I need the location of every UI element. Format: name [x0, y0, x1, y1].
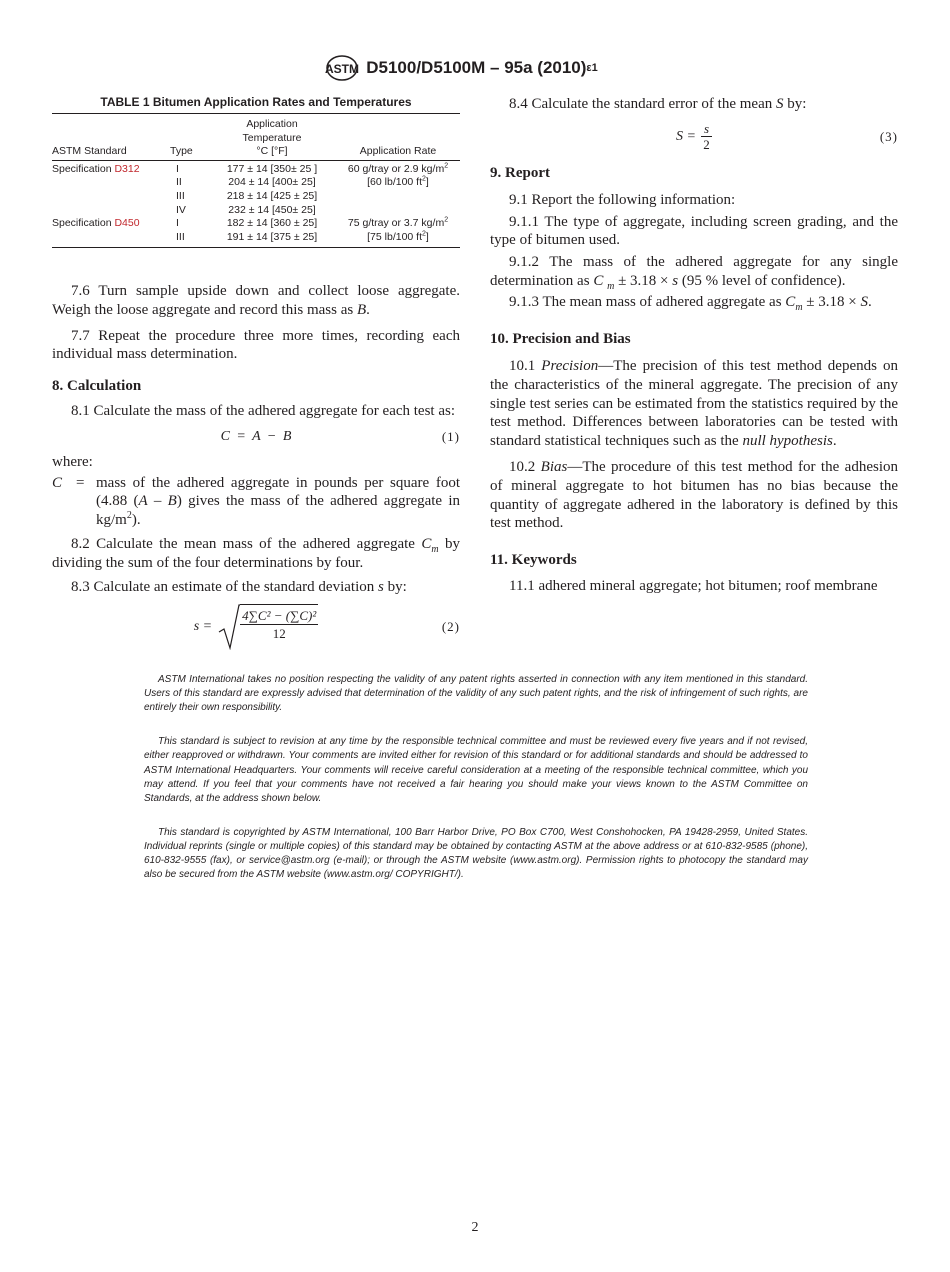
para-11-1: 11.1 adhered mineral aggregate; hot bitumen; roof membrane — [509, 578, 878, 595]
definition-text — [96, 474, 460, 530]
text: ) gives the mass of the adhered aggregate in kg/m — [96, 493, 461, 528]
table-row — [52, 190, 460, 204]
cell-rate — [336, 160, 460, 176]
superscript: 2 — [126, 509, 132, 521]
rate-text: ] — [425, 230, 429, 243]
superscript: 2 — [422, 230, 426, 238]
symbol: S — [775, 96, 784, 112]
revision-notice: This standard is subject to revision at any time by the responsible technical committee and must be reviewed every five years and if not revised, either reapproved or withdrawn. Your comments are invited either for revision of this standard or for additional standards and should be addressed to ASTM International Headquarters. Your comments will receive careful consideration at a meeting of the responsible technical committee, which you may attend. If you feel that your comments have not received a fair hearing you should make your views known to the ASTM Committee on Standards, at the address shown below. — [144, 736, 808, 804]
equation-2-number: (2) — [441, 619, 460, 635]
cell-rate — [336, 217, 460, 231]
text: by: — [383, 579, 407, 596]
cell-type: I — [176, 162, 179, 175]
symbol: B — [356, 301, 367, 318]
standard-reference-link[interactable]: D450 — [114, 217, 140, 230]
rate-text: [60 lb/100 ft — [367, 176, 423, 189]
cell-standard — [52, 190, 170, 204]
cell-standard — [52, 204, 170, 218]
cell-temperature: 218 ± 14 [425 ± 25] — [226, 189, 318, 202]
cell-temperature: 232 ± 14 [450± 25] — [228, 203, 316, 216]
denominator: 2 — [703, 137, 710, 153]
para-8-3 — [52, 578, 460, 597]
equation-3-number: (3) — [879, 128, 898, 144]
patent-notice: ASTM International takes no position respecting the validity of any patent rights asserted in connection with any item mentioned in this standard. Users of this standard are expressly advised that determination of the validity of any such patent rights, and the risk of infringement of such rights, are entirely their own responsibility. — [144, 674, 808, 714]
subscript: m — [795, 302, 803, 314]
rate-text: [75 lb/100 ft — [367, 230, 423, 243]
cell-standard — [52, 217, 170, 231]
cell-temperature: 191 ± 14 [375 ± 25] — [226, 230, 318, 243]
symbol: S — [860, 294, 868, 311]
rate-text: 75 g/tray or 3.7 kg/m — [347, 217, 445, 230]
denominator: 12 — [272, 626, 286, 642]
fraction — [240, 604, 318, 642]
symbol: s — [377, 579, 384, 596]
equation-2 — [52, 603, 460, 651]
equation-lhs: s = — [193, 619, 213, 635]
col-header-temperature — [208, 114, 336, 160]
text: 10.1 — [509, 358, 542, 375]
standard-label: Specification — [52, 162, 115, 175]
text: 9.1.2 The mass of the adhered aggregate for any single determination as — [490, 253, 898, 289]
para-8-1: 8.1 Calculate the mass of the adhered aggregate for each test as: — [71, 403, 456, 420]
text: ). — [131, 511, 141, 528]
page-header — [22, 54, 898, 82]
designation-superscript: ε1 — [586, 62, 598, 74]
cell-type: III — [176, 189, 185, 202]
superscript: 2 — [422, 175, 426, 183]
standard-label: Specification — [52, 217, 115, 230]
para-9-1-2 — [490, 253, 898, 290]
text: —The procedure of this test method for the adhesion of mineral aggregate to hot bitumen has no bias because the quantity of aggregate adhered in the laboratory is defined by this test method. — [490, 459, 898, 532]
section-heading-11: 11. Keywords — [490, 551, 577, 568]
table-row — [52, 160, 460, 176]
table-row — [52, 217, 460, 231]
table-title: TABLE 1 Bitumen Application Rates and Temperatures — [100, 95, 412, 109]
cell-temperature: 182 ± 14 [360 ± 25] — [226, 217, 318, 230]
para-9-1-1: 9.1.1 The type of aggregate, including screen grading, and the type of bitumen used. — [490, 213, 898, 249]
text: by: — [783, 96, 807, 112]
para-7-7: 7.7 Repeat the procedure three more times, recording each individual mass determination. — [52, 327, 460, 363]
italic-term: null hypothesis — [742, 432, 833, 449]
symbol: C — [785, 294, 796, 311]
para-10-1 — [490, 357, 898, 450]
col-header-rate: Application Rate — [359, 145, 437, 158]
section-heading-8: 8. Calculation — [52, 377, 142, 394]
symbol: B — [167, 493, 177, 510]
text: ± 3.18 × — [802, 294, 861, 311]
superscript: 2 — [444, 216, 449, 224]
text: 8.3 Calculate an estimate of the standard deviation — [71, 579, 378, 596]
page — [52, 54, 898, 882]
cell-standard — [52, 176, 170, 190]
para-10-2 — [490, 458, 898, 532]
cell-standard — [52, 160, 170, 176]
left-column — [52, 94, 460, 651]
table-row — [52, 204, 460, 218]
fraction — [701, 121, 712, 152]
text: 8.2 Calculate the mean mass of the adhered aggregate — [71, 536, 422, 553]
text: 8.4 Calculate the standard error of the mean — [509, 96, 776, 112]
two-column-body — [52, 94, 898, 651]
text: . — [366, 301, 370, 318]
italic-term: Precision — [541, 358, 599, 375]
text: . — [832, 432, 837, 449]
italic-term: Bias — [540, 459, 568, 476]
cell-standard — [52, 231, 170, 248]
standard-reference-link[interactable]: D312 — [114, 162, 140, 175]
text: 10.2 — [509, 459, 541, 476]
symbol: C — [593, 272, 604, 289]
page-number: 2 — [471, 1220, 479, 1235]
cell-rate — [336, 176, 460, 190]
superscript: 2 — [444, 162, 449, 170]
symbol: C — [52, 474, 63, 491]
svg-text:ASTM: ASTM — [325, 62, 360, 76]
temp-header-line: Temperature — [242, 131, 302, 144]
numerator: 4∑C² − (∑C)² — [242, 608, 317, 624]
text: —The precision of this test method depends on the characteristics of the mineral aggregate. The precision of any single test series can be estimated from the statistics required by the test method. Differences between laboratories can be tested with standard statistical techniques such as the — [490, 358, 898, 449]
equation-3 — [490, 120, 898, 154]
temp-header-line: °C [°F] — [256, 145, 288, 158]
cell-type: II — [176, 176, 182, 189]
col-header-standard: ASTM Standard — [52, 145, 127, 158]
numerator: s — [701, 121, 712, 137]
text: by dividing the sum of the four determinations by four. — [52, 536, 461, 571]
section-heading-10: 10. Precision and Bias — [490, 330, 631, 347]
footer-notices — [144, 673, 808, 882]
cell-temperature: 177 ± 14 [350± 25 ] — [226, 162, 318, 175]
subscript: m — [607, 280, 615, 292]
rate-text: ] — [425, 176, 429, 189]
para-7-6 — [52, 282, 460, 319]
square-root-icon — [218, 604, 240, 650]
definition-c — [52, 474, 460, 530]
astm-logo-icon — [322, 54, 362, 82]
cell-rate — [336, 190, 460, 204]
radical — [218, 604, 318, 650]
text: – — [147, 493, 168, 510]
equation-lhs: S = — [675, 128, 696, 144]
para-8-2 — [52, 535, 460, 572]
section-heading-9: 9. Report — [490, 164, 550, 181]
cell-type: I — [176, 217, 179, 230]
text: mass of the adhered aggregate in pounds per square foot (4.88 ( — [96, 474, 460, 510]
table-row — [52, 231, 460, 248]
symbol: s — [672, 272, 679, 289]
document-designation: D5100/D5100M – 95a (2010) — [366, 58, 587, 77]
text: (95 % level of confidence). — [678, 272, 846, 289]
subscript: m — [431, 544, 439, 556]
copyright-notice: This standard is copyrighted by ASTM International, 100 Barr Harbor Drive, PO Box C700, West Conshohocken, PA 19428-2959, United States. Individual reprints (single or multiple copies) of this standard may be obtained by contacting ASTM at the above address or at 610-832-9585 (phone), 610-832-9555 (fax), or service@astm.org (e-mail); or through the ASTM website (www.astm.org). Permission rights to photocopy the standard may also be secured from the ASTM website (www.astm.org/ COPYRIGHT/). — [144, 826, 808, 881]
equation-1-block — [52, 427, 460, 447]
text: . — [868, 294, 872, 311]
text: 9.1.3 The mean mass of adhered aggregate as — [509, 294, 786, 311]
rate-text: 60 g/tray or 2.9 kg/m — [347, 162, 445, 175]
table-row — [52, 176, 460, 190]
symbol: C — [421, 536, 432, 553]
right-column — [490, 94, 898, 596]
cell-type: III — [176, 230, 185, 243]
symbol: A — [138, 493, 148, 510]
para-9-1-3 — [490, 293, 898, 312]
text: ± 3.18 × — [614, 272, 673, 289]
definition-equals: = — [76, 474, 85, 491]
col-header-type: Type — [170, 145, 193, 158]
equation-1-number: (1) — [441, 428, 460, 444]
para-9-1: 9.1 Report the following information: — [509, 192, 736, 209]
para-8-4 — [490, 95, 898, 114]
where-label: where: — [52, 453, 93, 470]
equation-1: C = A − B — [220, 428, 292, 444]
text: 7.6 Turn sample upside down and collect loose aggregate. Weigh the loose aggregate and record this mass as — [52, 283, 460, 318]
cell-rate — [336, 231, 460, 248]
temp-header-line: Application — [246, 118, 298, 130]
cell-temperature: 204 ± 14 [400± 25] — [228, 176, 316, 189]
definition-symbol — [52, 474, 76, 530]
cell-type: IV — [176, 203, 186, 216]
table-1 — [52, 113, 460, 248]
cell-rate — [336, 204, 460, 218]
